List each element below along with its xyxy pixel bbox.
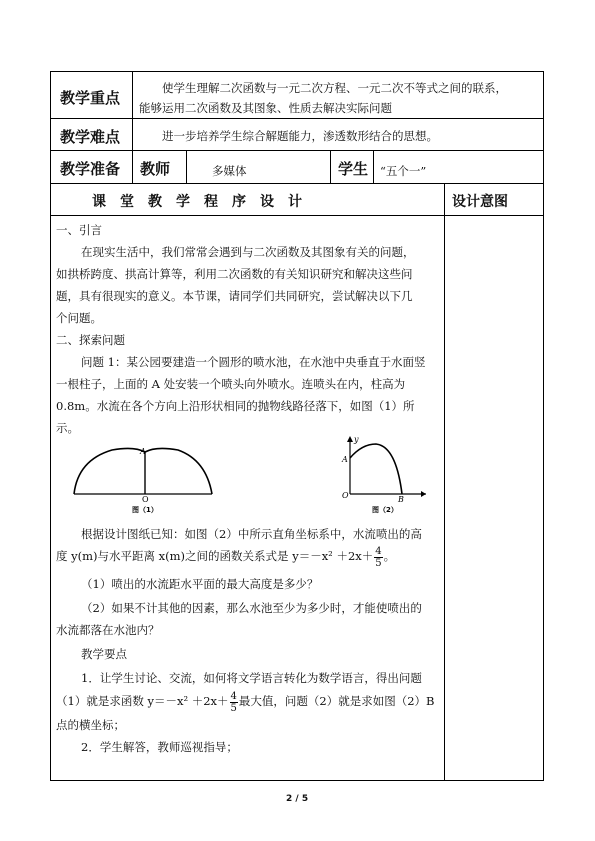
teacher-label: 教师 [140,160,171,178]
fig1-point-a: A [140,447,146,456]
intro-line3: 题，具有很现实的意义。本节课，请同学们共同研究，尝试解决以下几 [56,289,413,303]
row-divider [50,150,544,151]
design-line2-text: 度 y(m)与水平距离 x(m)之间的函数关系式是 y＝－x² ＋2x＋ [56,549,374,563]
preparation-label: 教学准备 [60,160,121,178]
row-divider [50,118,544,119]
coordinate-figure-2 [330,432,430,518]
key-points-label: 教学重点 [60,89,121,107]
fig2-y-label: y [354,435,359,444]
teaching-point-1-line2 [56,690,435,714]
difficulty-label: 教学难点 [60,128,121,146]
design-intent-heading: 设计意图 [452,194,508,210]
fraction-denominator: 5 [375,557,382,569]
difficulty-text: 进一步培养学生综合解题能力，渗透数形结合的思想。 [162,129,438,143]
question-2-line1: （2）如果不计其他的因素，那么水池至少为多少时，才能使喷出的 [81,601,422,615]
fig2-caption: 图（2） [372,506,398,514]
design-line2-end: 。 [383,549,396,563]
fig2-point-a: A [342,455,348,464]
row-divider [50,183,544,184]
question-2-line2: 水流都落在水池内？ [56,623,160,637]
student-value-divider [373,150,374,184]
fig2-origin: O [342,491,349,500]
design-column-divider [444,183,445,781]
teacher-value-divider [186,150,187,184]
teacher-value: 多媒体 [212,164,247,178]
fig2-point-b: B [398,495,404,504]
teaching-point-1-line3: 点的横坐标； [56,718,125,732]
student-label-divider [330,150,331,184]
design-line1: 根据设计图纸已知：如图（2）中所示直角坐标系中，水流喷出的高 [81,527,422,541]
problem-line3: 0.8m。水流在各个方向上沿形状相同的抛物线路径落下，如图（1）所 [56,399,415,413]
fraction-numerator: 4 [230,690,237,702]
teaching-points-title: 教学要点 [81,647,127,661]
student-label: 学生 [338,160,369,178]
section2-title: 二、探索问题 [56,333,125,347]
key-points-text-line2: 能够运用二次函数及其图象、性质去解决实际问题 [139,101,392,115]
fig1-origin-label: O [142,495,149,504]
fraction-numerator: 4 [375,545,382,557]
table-border-right [543,71,544,781]
fountain-figure-1 [70,438,220,518]
fig1-caption: 图（1） [132,506,158,514]
teaching-point-1-line1: 1．让学生讨论、交流，如何将文学语言转化为数学语言，得出问题 [81,671,422,685]
program-design-heading: 课 堂 教 学 程 序 设 计 [92,194,302,210]
fraction-denominator: 5 [230,702,237,714]
teaching-point-1-line2-text: （1）就是求函数 y＝－x² ＋2x＋ [56,694,229,708]
page-number: 2 / 5 [286,794,309,804]
problem-line1: 问题 1：某公园要建造一个圆形的喷水池，在水池中央垂直于水面竖 [81,355,426,369]
table-border-bottom [50,780,544,781]
fraction-4-5 [374,546,382,569]
table-border-top [50,71,544,72]
design-line2 [56,545,395,569]
intro-line4: 个问题。 [56,311,102,325]
row-divider [50,215,544,216]
section1-title: 一、引言 [56,223,102,237]
teaching-point-2: 2．学生解答，教师巡视指导； [81,740,238,754]
question-1: （1）喷出的水流距水平面的最大高度是多少？ [81,577,319,591]
table-border-left [50,71,51,781]
label-column-divider [132,71,133,184]
problem-line2: 一根柱子，上面的 A 处安装一个喷头向外喷水。连喷头在内，柱高为 [56,377,406,391]
intro-line2: 如拱桥跨度、拱高计算等，利用二次函数的有关知识研究和解决这些问 [56,267,413,281]
student-value: “五个一” [380,164,427,178]
fraction-4-5-second [230,691,238,714]
intro-line1: 在现实生活中，我们常常会遇到与二次函数及其图象有关的问题， [81,245,415,259]
key-points-text-line1: 使学生理解二次函数与一元二次方程、一元二次不等式之间的联系， [162,81,507,95]
teaching-point-1-line2-rest: 最大值，问题（2）就是求如图（2）B [238,694,435,708]
problem-line4: 示。 [56,421,79,435]
